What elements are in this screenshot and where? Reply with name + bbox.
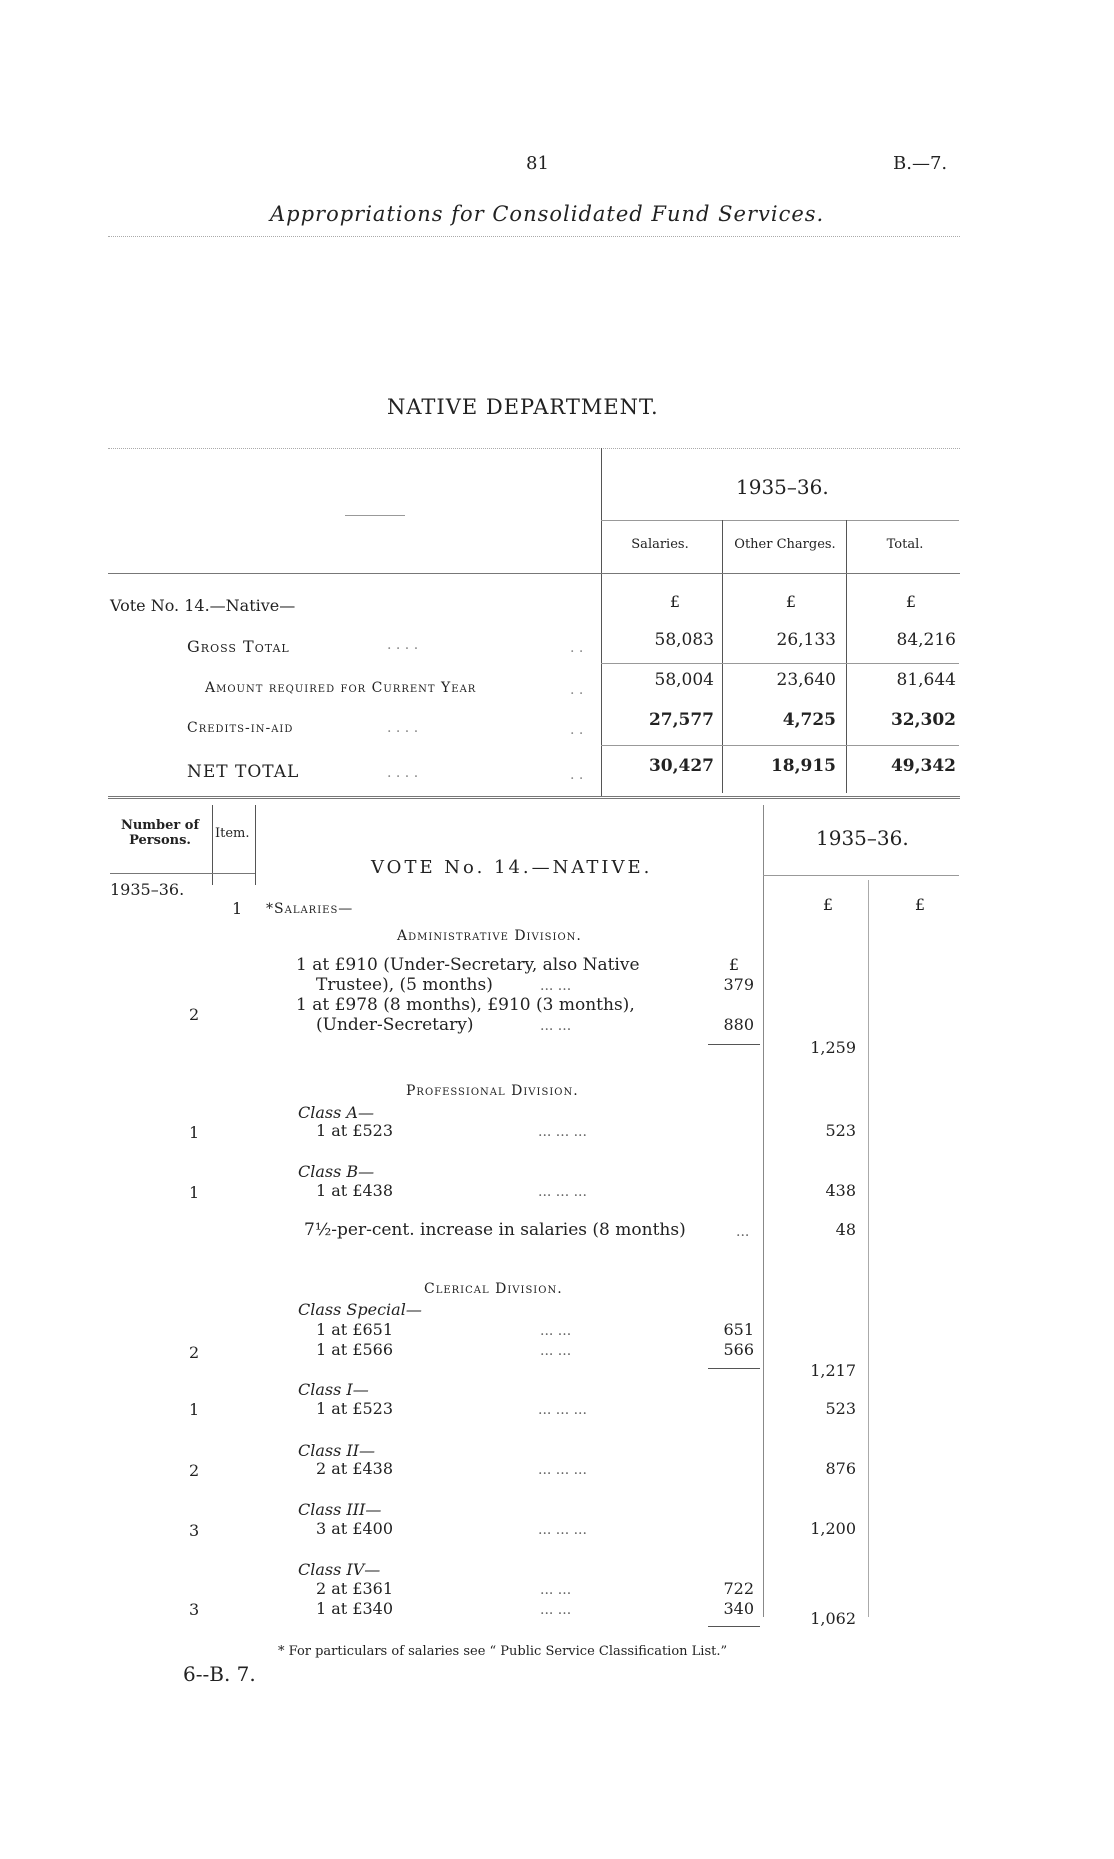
clerical-division-heading: Clerical Division. (424, 1281, 563, 1297)
increase-total: 48 (835, 1220, 856, 1239)
required-salaries: 58,004 (654, 670, 714, 690)
summary-year: 1935–36. (736, 475, 829, 499)
class-iv-persons: 3 (189, 1600, 200, 1619)
class-i-total: 523 (825, 1399, 856, 1418)
summary-bottom-rule (108, 796, 960, 799)
class-iii-total: 1,200 (810, 1519, 856, 1538)
class-iv-sum-rule (708, 1626, 760, 1627)
pound-col2: £ (914, 895, 926, 914)
class-iv-dots: ... ... (540, 1602, 572, 1618)
vote-label: Vote No. 14.—Native— (110, 596, 296, 615)
salaries-heading: *Salaries— (266, 901, 354, 917)
professional-division-heading: Professional Division. (406, 1083, 579, 1099)
row-dots-end: . . (570, 722, 584, 738)
class-iv-label: Class IV— (298, 1560, 381, 1579)
gross-rule (601, 663, 959, 664)
admin-total: 1,259 (810, 1038, 856, 1057)
admin-line-1: 1 at £910 (Under-Secretary, also Native (296, 955, 640, 975)
class-special-dots: ... ... (540, 1323, 572, 1339)
class-i-label: Class I— (298, 1380, 369, 1399)
class-b-label: Class B— (298, 1162, 375, 1181)
row-dots-end: . . (570, 767, 584, 783)
vote-heading: VOTE No. 14.—NATIVE. (371, 857, 653, 878)
class-ii-line: 2 at £438 (316, 1459, 394, 1478)
class-iii-dots: ... ... ... (538, 1522, 587, 1538)
summary-year-rule (601, 520, 959, 521)
class-a-total: 523 (825, 1121, 856, 1140)
credits-salaries: 27,577 (648, 710, 714, 730)
summary-top-rule (108, 448, 960, 449)
pound-total: £ (905, 592, 917, 611)
col-item-header: Item. (215, 826, 250, 841)
page-number: 81 (526, 153, 549, 174)
class-a-persons: 1 (189, 1123, 200, 1142)
col-number-header: Number of Persons. (120, 818, 200, 848)
row-dots: . . . . (387, 720, 419, 736)
pound-other: £ (785, 592, 797, 611)
document-reference: B.—7. (893, 153, 948, 174)
class-iii-label: Class III— (298, 1500, 382, 1519)
gross-salaries: 58,083 (654, 630, 714, 650)
class-iv-line-2: 1 at £340 (316, 1599, 394, 1618)
detail-header-rule (110, 873, 255, 874)
class-iii-persons: 3 (189, 1521, 200, 1540)
admin-value-2: 880 (723, 1015, 754, 1034)
admin-pound: £ (728, 955, 740, 974)
class-a-line: 1 at £523 (316, 1121, 394, 1140)
row-dots: . . . . (387, 765, 419, 781)
class-iv-value-2: 340 (723, 1599, 754, 1618)
col-total-header: Total. (886, 537, 924, 552)
amount-sub-divider (868, 880, 869, 1617)
row-label-credits-in-aid: Credits-in-aid (187, 720, 294, 736)
summary-header-rule (108, 573, 960, 574)
class-special-sum-rule (708, 1368, 760, 1369)
col-other-header: Other Charges. (734, 537, 836, 552)
class-ii-persons: 2 (189, 1461, 200, 1480)
item-col-divider (255, 805, 256, 885)
net-salaries: 30,427 (648, 756, 714, 776)
class-ii-dots: ... ... ... (538, 1462, 587, 1478)
detail-year: 1935–36. (816, 826, 909, 850)
footer-reference: 6--B. 7. (183, 1662, 256, 1686)
class-special-line-2: 1 at £566 (316, 1340, 394, 1359)
required-other: 23,640 (776, 670, 836, 690)
footnote: * For particulars of salaries see “ Public Service Classification List.” (278, 1644, 728, 1659)
detail-year-rule (763, 875, 959, 876)
admin-line-4: (Under-Secretary) (316, 1015, 474, 1035)
row-label-net-total: NET TOTAL (187, 762, 300, 782)
admin-persons: 2 (189, 1005, 200, 1024)
class-iv-line-1: 2 at £361 (316, 1579, 394, 1598)
class-iv-value-1: 722 (723, 1579, 754, 1598)
row-label-gross-total: Gross Total (187, 637, 290, 656)
class-special-value-1: 651 (723, 1320, 754, 1339)
admin-value-1: 379 (723, 975, 754, 994)
credits-rule (601, 745, 959, 746)
class-i-dots: ... ... ... (538, 1402, 587, 1418)
increase-line: 7½-per-cent. increase in salaries (8 months) (304, 1220, 686, 1240)
admin-dots: ... ... (540, 1018, 572, 1034)
class-iii-line: 3 at £400 (316, 1519, 394, 1538)
credits-total: 32,302 (890, 710, 956, 730)
net-total: 49,342 (890, 756, 956, 776)
class-iv-dots: ... ... (540, 1582, 572, 1598)
class-special-dots: ... ... (540, 1343, 572, 1359)
admin-division-heading: Administrative Division. (397, 928, 582, 944)
detail-year-left: 1935–36. (110, 880, 185, 899)
class-b-line: 1 at £438 (316, 1181, 394, 1200)
gross-other: 26,133 (776, 630, 836, 650)
class-ii-total: 876 (825, 1459, 856, 1478)
admin-sum-rule (708, 1044, 760, 1045)
class-special-value-2: 566 (723, 1340, 754, 1359)
item-number: 1 (232, 899, 243, 918)
summary-dash (345, 515, 405, 516)
pound-col1: £ (822, 895, 834, 914)
increase-dots: ... (736, 1224, 750, 1240)
col-salaries-header: Salaries. (631, 537, 689, 552)
class-special-total: 1,217 (810, 1361, 856, 1380)
row-dots-end: . . (570, 682, 584, 698)
class-b-persons: 1 (189, 1183, 200, 1202)
class-a-dots: ... ... ... (538, 1124, 587, 1140)
col-divider-1 (722, 520, 723, 793)
running-title: Appropriations for Consolidated Fund Services. (270, 202, 825, 226)
row-label-amount-required: Amount required for Current Year (205, 680, 477, 696)
class-i-line: 1 at £523 (316, 1399, 394, 1418)
class-b-dots: ... ... ... (538, 1184, 587, 1200)
admin-line-3: 1 at £978 (8 months), £910 (3 months), (296, 995, 635, 1015)
row-dots: . . . . (387, 637, 419, 653)
pound-salaries: £ (669, 592, 681, 611)
net-other: 18,915 (770, 756, 836, 776)
class-b-total: 438 (825, 1181, 856, 1200)
summary-divider (601, 448, 602, 796)
required-total: 81,644 (896, 670, 956, 690)
row-dots-end: . . (570, 640, 584, 656)
class-a-label: Class A— (298, 1103, 374, 1122)
header-rule (108, 236, 960, 237)
class-special-persons: 2 (189, 1343, 200, 1362)
class-special-line-1: 1 at £651 (316, 1320, 394, 1339)
credits-other: 4,725 (782, 710, 836, 730)
class-ii-label: Class II— (298, 1441, 376, 1460)
department-title: NATIVE DEPARTMENT. (387, 395, 659, 419)
gross-total: 84,216 (896, 630, 956, 650)
admin-line-2: Trustee), (5 months) (316, 975, 493, 995)
class-i-persons: 1 (189, 1400, 200, 1419)
col-divider-2 (846, 520, 847, 793)
class-special-label: Class Special— (298, 1300, 422, 1319)
admin-dots: ... ... (540, 978, 572, 994)
class-iv-total: 1,062 (810, 1609, 856, 1628)
amount-col-divider (763, 805, 764, 1617)
